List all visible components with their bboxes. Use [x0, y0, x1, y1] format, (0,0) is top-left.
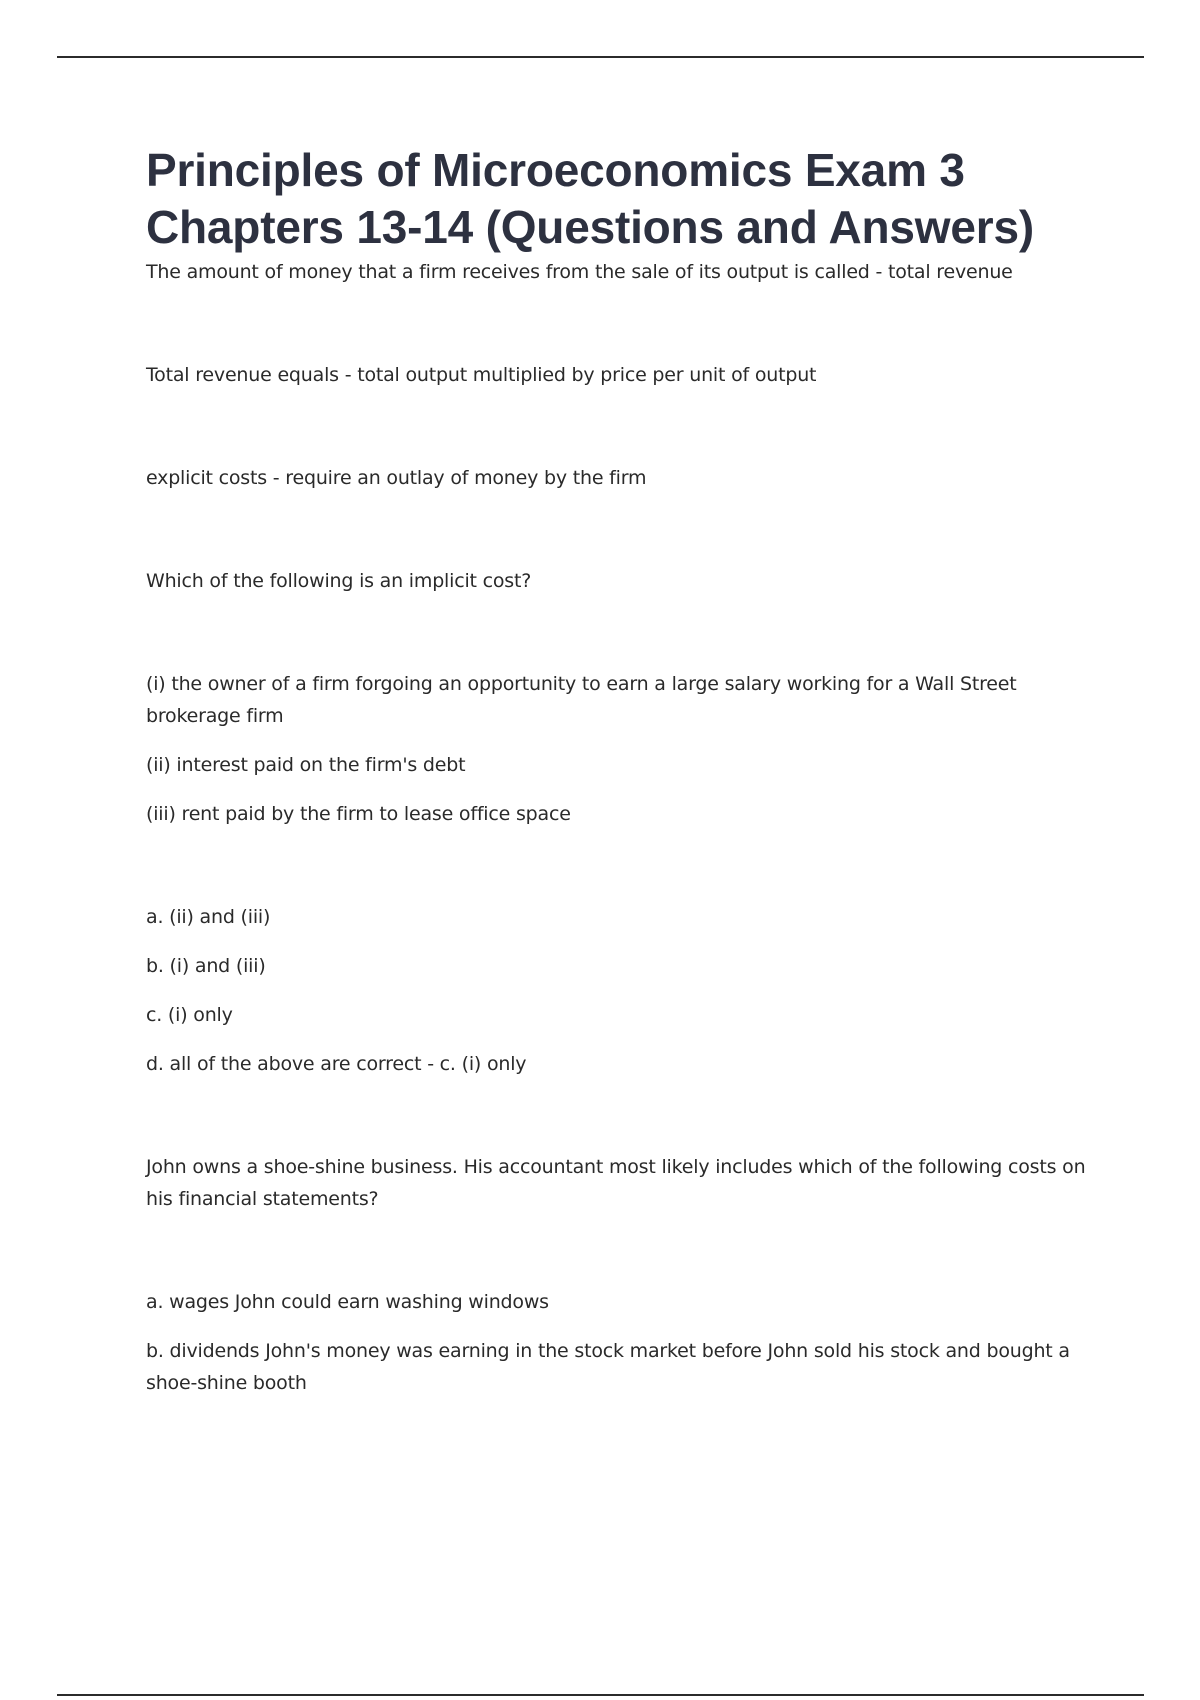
footer-divider: [57, 1694, 1144, 1696]
shoe-shine-option-a: a. wages John could earn washing windows: [146, 1291, 549, 1313]
paragraph-total-revenue-definition: The amount of money that a firm receives from the sale of its output is called - total revenue: [146, 261, 1013, 283]
shoe-shine-option-b: b. dividends John's money was earning in the stock market before John sold his stock and bought a shoe-shine booth: [146, 1340, 1070, 1394]
document-title: Principles of Microeconomics Exam 3 Chapters 13-14 (Questions and Answers): [146, 144, 1034, 253]
header-divider: [57, 56, 1144, 58]
statement-ii: (ii) interest paid on the firm's debt: [146, 754, 466, 776]
option-b: b. (i) and (iii): [146, 955, 266, 977]
option-c: c. (i) only: [146, 1004, 233, 1026]
option-a: a. (ii) and (iii): [146, 906, 271, 928]
document-body: [146, 142, 1106, 1399]
statement-i: (i) the owner of a firm forgoing an opportunity to earn a large salary working for a Wall Street brokerage firm: [146, 673, 1017, 727]
option-d-with-answer: d. all of the above are correct - c. (i) only: [146, 1053, 527, 1075]
statement-iii: (iii) rent paid by the firm to lease office space: [146, 803, 571, 825]
paragraph-explicit-costs: explicit costs - require an outlay of money by the firm: [146, 467, 647, 489]
question-implicit-cost: Which of the following is an implicit cost?: [146, 570, 532, 592]
paragraph-total-revenue-equals: Total revenue equals - total output multiplied by price per unit of output: [146, 364, 817, 386]
question-shoe-shine: John owns a shoe-shine business. His accountant most likely includes which of the following costs on his financial statements?: [146, 1156, 1086, 1210]
